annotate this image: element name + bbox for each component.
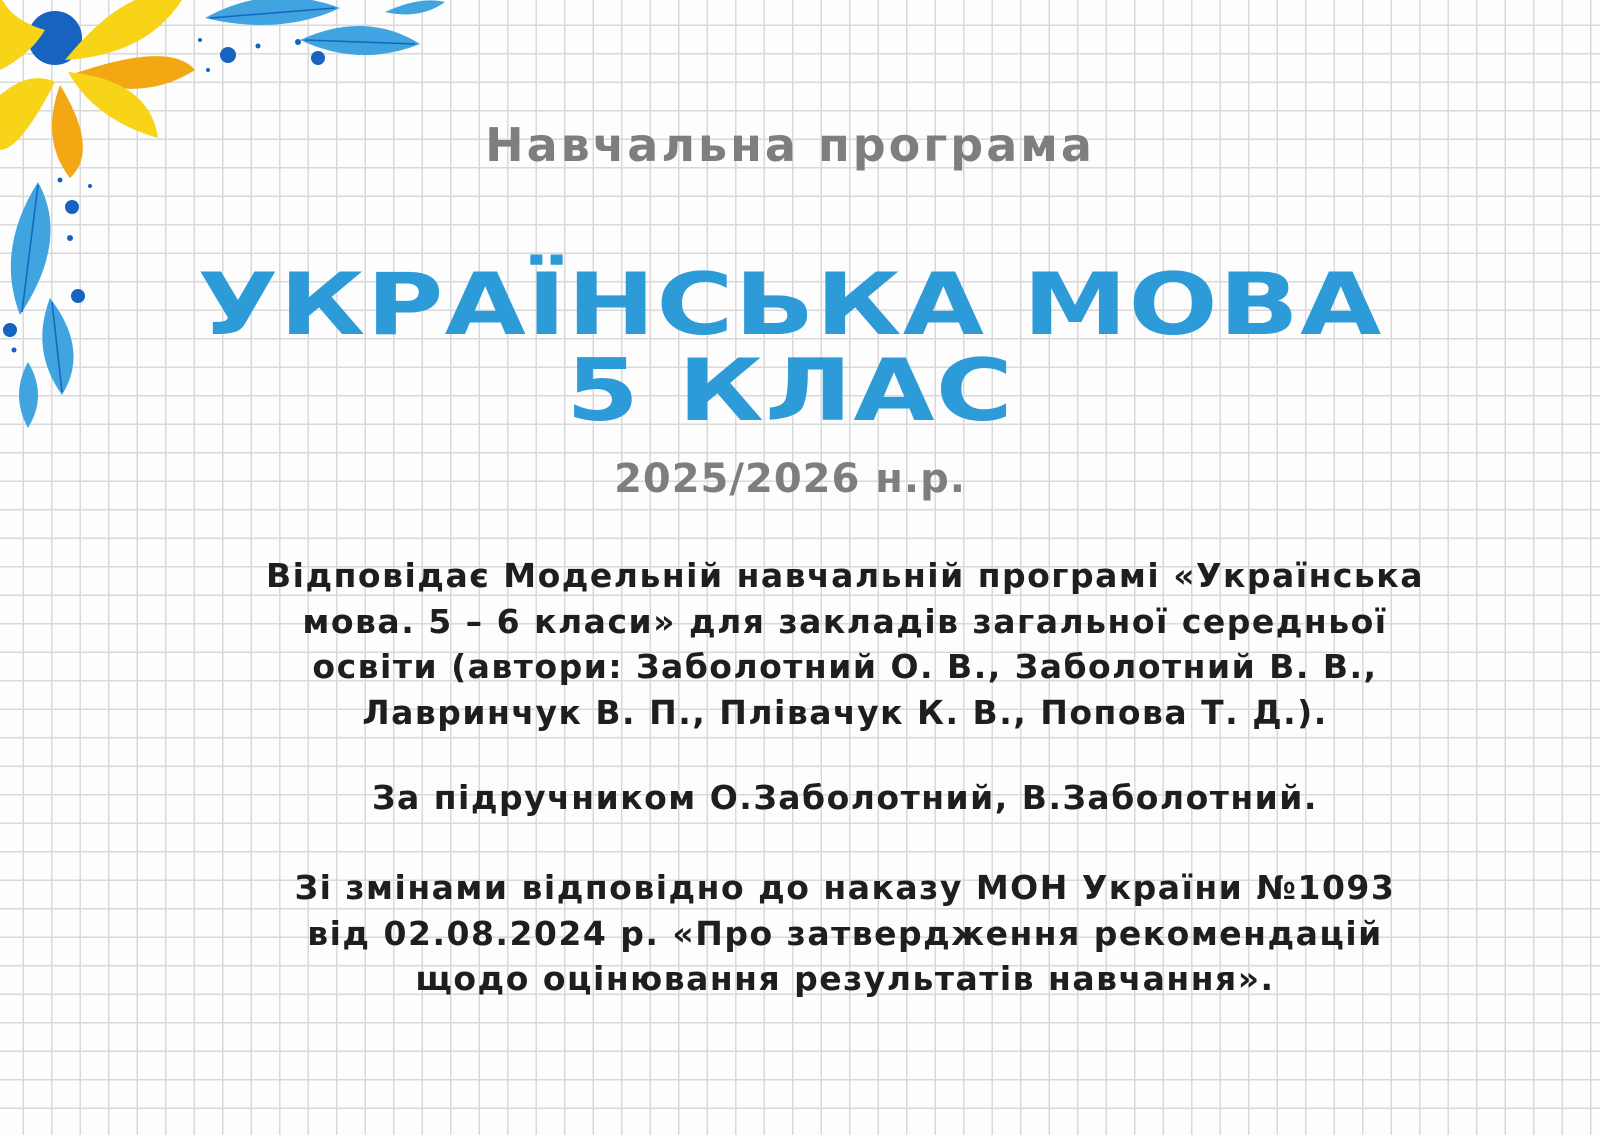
textbook-paragraph: За підручником О.Заболотний, В.Заболотний.	[372, 778, 1318, 817]
school-year: 2025/2026 н.р.	[614, 456, 966, 502]
course-title-line-2: 5 КЛАС	[566, 341, 1014, 441]
program-compliance-paragraph: Відповідає Модельній навчальній програмі «Українська мова. 5 – 6 класи» для закладів загальної середньої освіти (автори: Заболотний О. В., Заболотний В. В., Лавринчук В. П., Плівачук К. В., Попова Т. Д.).	[266, 556, 1424, 732]
course-title	[0, 255, 1580, 441]
course-title-line-1: УКРАЇНСЬКА МОВА	[197, 255, 1383, 355]
program-subtitle: Навчальна програма	[485, 118, 1095, 172]
amendments-paragraph: Зі змінами відповідно до наказу МОН України №1093 від 02.08.2024 р. «Про затвердження рекомендацій щодо оцінювання результатів навчання».	[294, 868, 1396, 998]
